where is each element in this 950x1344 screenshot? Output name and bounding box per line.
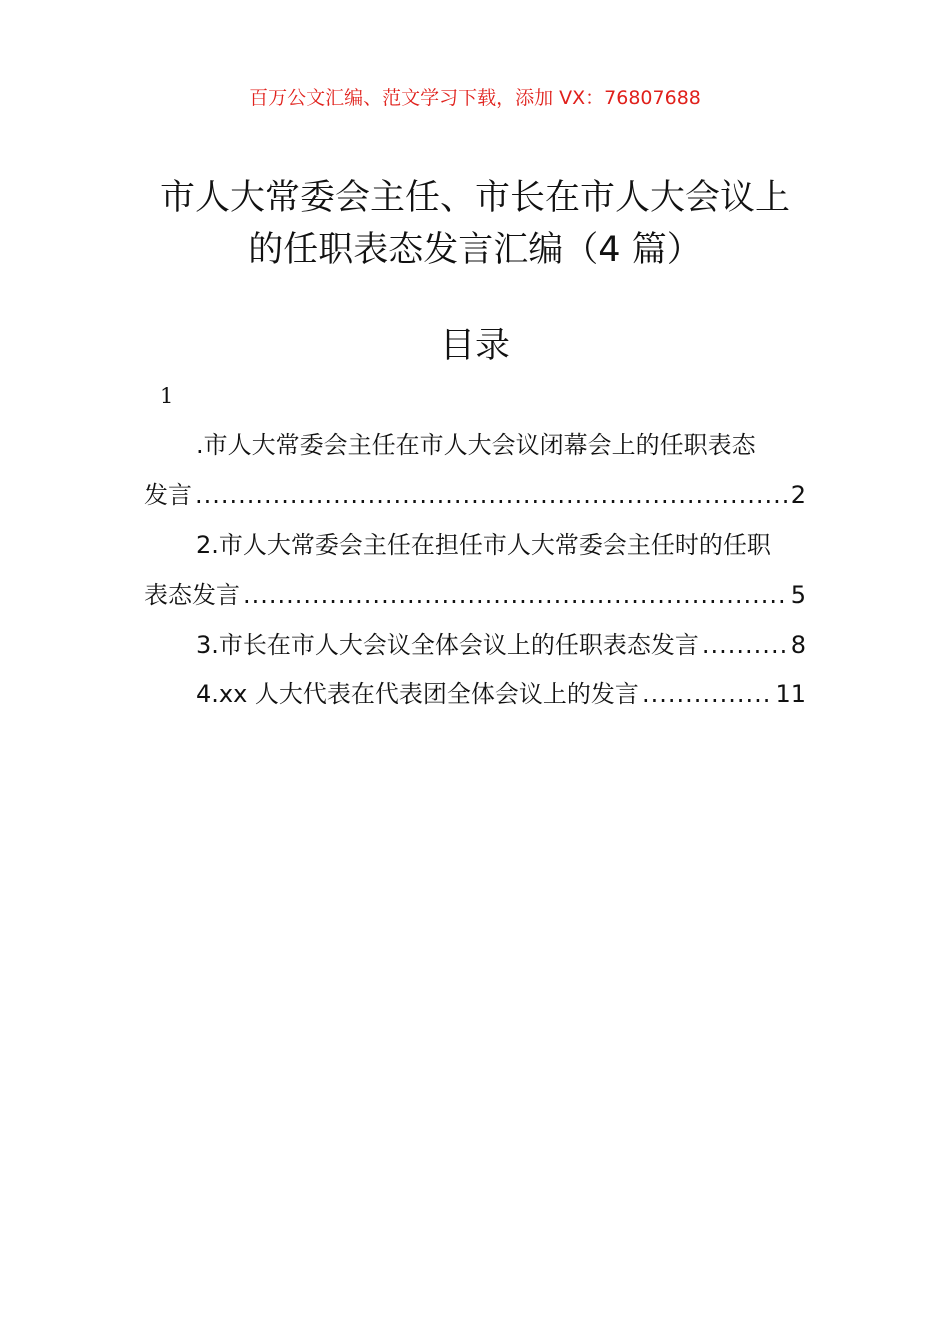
dot-leader: [702, 628, 788, 662]
document-title-line-2: 的任职表态发言汇编（4 篇）: [248, 230, 702, 270]
toc-entry-4[interactable]: [144, 677, 806, 711]
toc-entry-3-title: 3.市长在市人大会议全体会议上的任职表态发言: [196, 631, 699, 659]
toc-entry-2-line-2[interactable]: [144, 578, 806, 612]
toc-entry-1-title: .市人大常委会主任在市人大会议闭幕会上的任职表态: [196, 431, 756, 459]
toc-heading: 目录: [439, 326, 510, 366]
toc-entry-1-page: 2: [790, 481, 806, 509]
toc-entry-2-title-cont: 表态发言: [144, 581, 240, 609]
dot-leader: [642, 677, 773, 711]
toc-entry-4-title: 4.xx 人大代表在代表团全体会议上的发言: [196, 680, 639, 708]
dot-leader: [195, 478, 788, 512]
stray-list-number: 1: [160, 384, 174, 408]
document-title-line-1: 市人大常委会主任、市长在市人大会议上: [159, 178, 790, 218]
toc-entry-3-page: 8: [790, 631, 806, 659]
toc-entry-2-line-1[interactable]: [144, 528, 806, 562]
dot-leader: [243, 578, 788, 612]
toc-entry-3[interactable]: [144, 628, 806, 662]
toc-entry-2-title: 2.市人大常委会主任在担任市人大常委会主任时的任职: [196, 531, 771, 559]
toc-entry-1-line-2[interactable]: [144, 478, 806, 512]
watermark-header-note: 百万公文汇编、范文学习下载，添加 VX：76807688: [249, 87, 701, 109]
toc-entry-2-page: 5: [790, 581, 806, 609]
document-title: [120, 172, 830, 276]
toc-entry-1-line-1[interactable]: [144, 428, 806, 462]
toc-entry-1-title-cont: 发言: [144, 481, 192, 509]
toc-entry-4-page: 11: [775, 680, 806, 708]
